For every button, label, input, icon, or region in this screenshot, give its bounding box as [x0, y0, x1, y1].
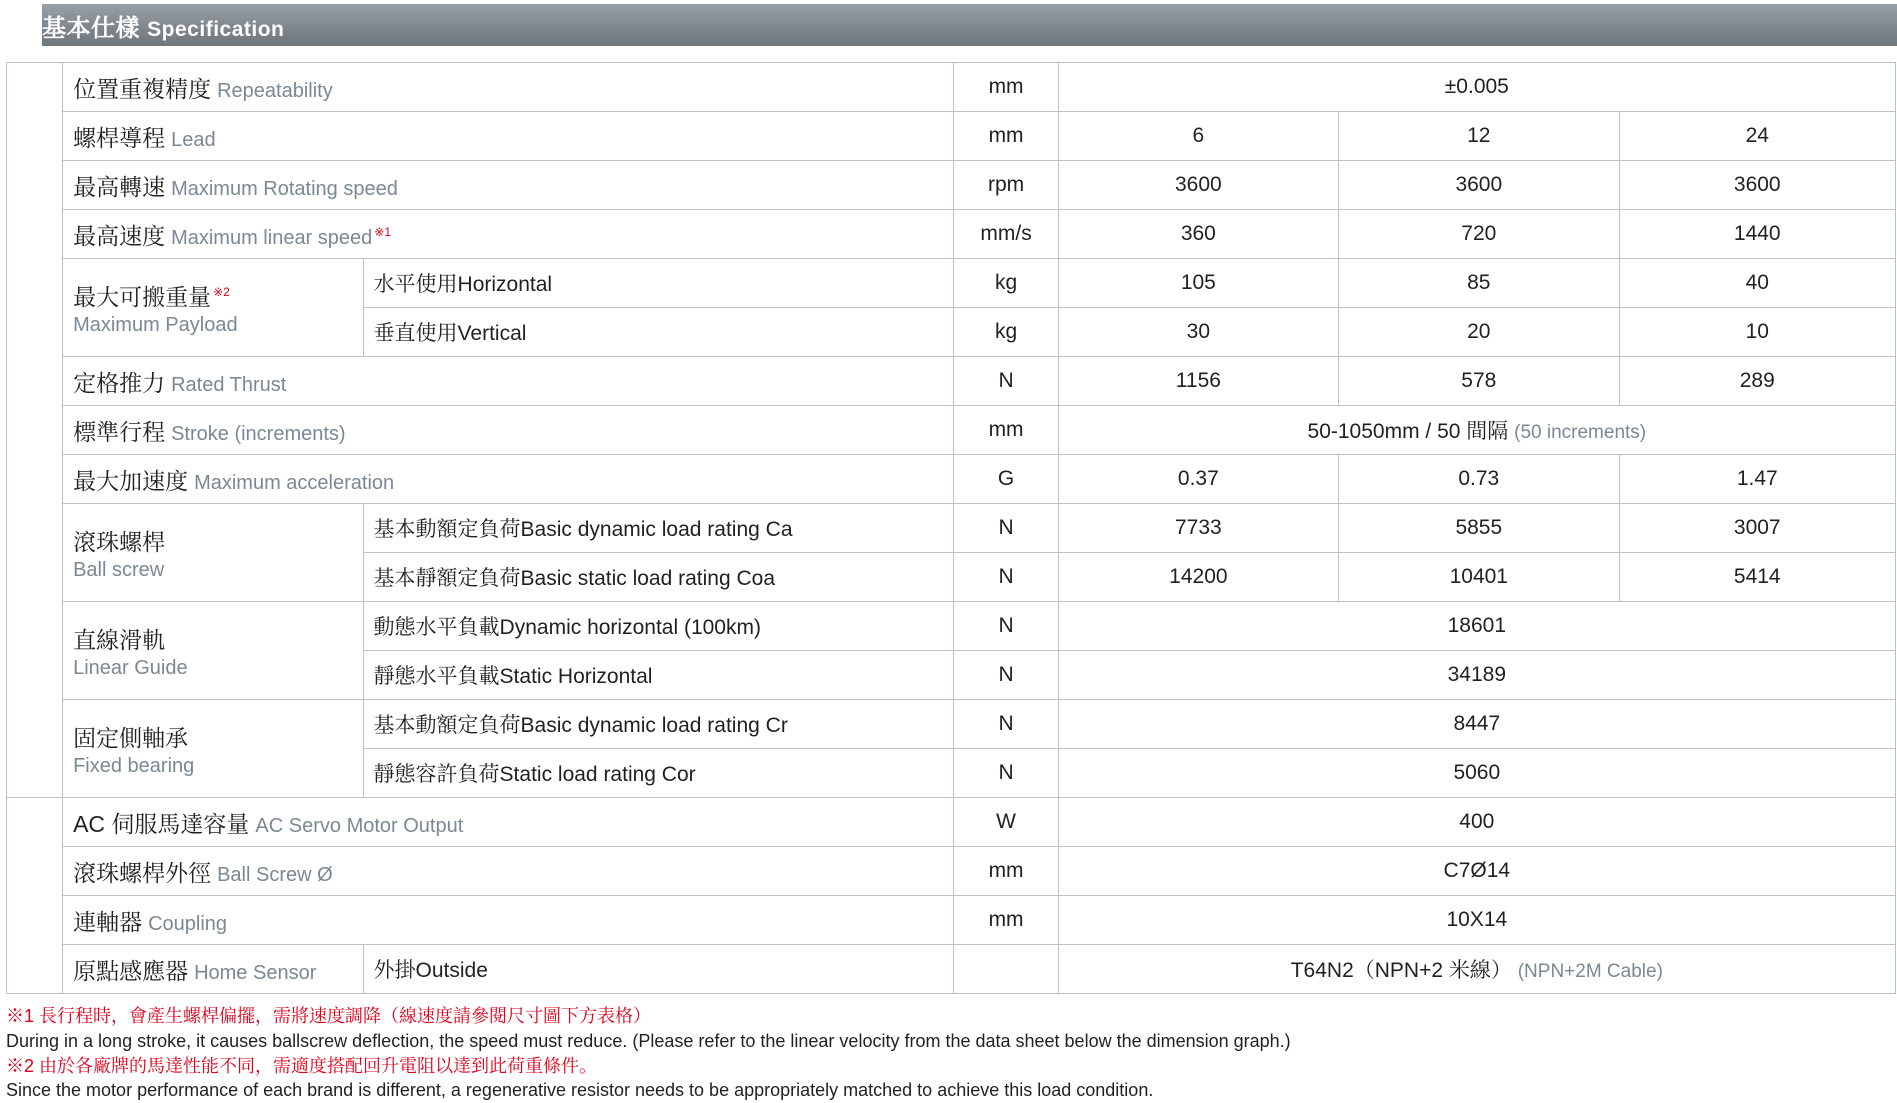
row-sublabel-cn: 基本動額定負荷 — [373, 518, 521, 541]
row-value: 85 — [1339, 259, 1619, 308]
row-sublabel-en: Horizontal — [457, 273, 553, 296]
footnote-2-en: Since the motor performance of each brand is different, a regenerative resistor needs to be appropriately matched to achieve this load condition. — [6, 1080, 1154, 1101]
row-sublabel-en: Vertical — [457, 322, 527, 345]
table-row — [7, 945, 1896, 994]
row-value: 5414 — [1619, 553, 1895, 602]
row-label-cn: 螺桿導程 — [73, 124, 166, 151]
row-sublabel-horizontal — [363, 259, 954, 308]
footnote-2-cn: ※2 由於各廠牌的馬達性能不同，需適度搭配回升電阻以達到此荷重條件。 — [6, 1055, 598, 1076]
row-label-max-payload — [63, 259, 363, 357]
row-label-en: Maximum acceleration — [194, 471, 395, 494]
row-sublabel-cn: 動態水平負載 — [373, 616, 500, 639]
row-value: 12 — [1339, 112, 1619, 161]
row-label-ac-servo-motor-output — [63, 798, 954, 847]
row-label-en: Linear Guide — [73, 656, 188, 679]
table-row — [7, 259, 1896, 308]
row-label-cn: 最大加速度 — [73, 467, 189, 494]
row-sublabel-en: Dynamic horizontal (100km) — [499, 616, 761, 639]
row-sublabel-basic-dynamic-cr — [363, 700, 954, 749]
table-row — [7, 112, 1896, 161]
row-value-home-sensor — [1058, 945, 1895, 994]
row-sublabel-en: Outside — [415, 959, 488, 982]
table-row — [7, 847, 1896, 896]
row-sublabel-static-cor — [363, 749, 954, 798]
row-sublabel-vertical — [363, 308, 954, 357]
row-label-cn: 最高轉速 — [73, 173, 166, 200]
row-value: 5060 — [1058, 749, 1895, 798]
table-row — [7, 406, 1896, 455]
row-label-fixed-bearing — [63, 700, 363, 798]
row-label-cn: 連軸器 — [73, 908, 143, 935]
row-label-cn: 標準行程 — [73, 418, 166, 445]
row-sublabel-en: Static load rating Cor — [499, 763, 696, 786]
row-unit: N — [954, 357, 1058, 406]
page-title-en: Specification — [147, 17, 285, 41]
row-value: 3600 — [1339, 161, 1619, 210]
row-value: C7Ø14 — [1058, 847, 1895, 896]
row-unit: mm/s — [954, 210, 1058, 259]
row-unit: N — [954, 749, 1058, 798]
row-label-en: Maximum linear speed — [171, 226, 373, 249]
group-label-parts-text: 部品 — [16, 848, 60, 937]
row-label-ball-screw — [63, 504, 363, 602]
row-sublabel-cn: 靜態容許負荷 — [373, 763, 500, 786]
table-row — [7, 504, 1896, 553]
group-label-performance — [7, 63, 63, 798]
footnote-1-en: During in a long stroke, it causes ballscrew deflection, the speed must reduce. (Please refer to the linear velocity from the data sheet below the dimension graph.) — [6, 1030, 1291, 1051]
row-sublabel-en: Basic dynamic load rating Ca — [520, 518, 793, 541]
table-row — [7, 210, 1896, 259]
row-value: 3600 — [1619, 161, 1895, 210]
row-value: ±0.005 — [1058, 63, 1895, 112]
row-label-max-acceleration — [63, 455, 954, 504]
row-label-coupling — [63, 896, 954, 945]
footnotes — [6, 1004, 1897, 1103]
page-title-cn: 基本仕樣 — [42, 14, 140, 42]
title-bar-left-accent — [0, 4, 42, 46]
specification-page — [0, 4, 1897, 1101]
row-label-en: Stroke (increments) — [171, 422, 346, 445]
row-label-home-sensor — [63, 945, 363, 994]
row-unit: N — [954, 504, 1058, 553]
row-label-en: Ball Screw Ø — [217, 863, 333, 886]
row-label-cn: 位置重複精度 — [73, 75, 212, 102]
specification-table — [6, 62, 1896, 994]
row-sublabel-cn: 靜態水平負載 — [373, 665, 500, 688]
row-unit: W — [954, 798, 1058, 847]
row-value: 40 — [1619, 259, 1895, 308]
row-value: 105 — [1058, 259, 1338, 308]
row-label-cn: 最高速度 — [73, 222, 166, 249]
table-row — [7, 700, 1896, 749]
row-label-en: Home Sensor — [194, 961, 317, 984]
row-unit: mm — [954, 406, 1058, 455]
page-title — [42, 8, 284, 43]
row-sublabel-outside — [363, 945, 954, 994]
row-value: 24 — [1619, 112, 1895, 161]
row-sublabel-en: Basic static load rating Coa — [520, 567, 776, 590]
row-label-lead — [63, 112, 954, 161]
row-sublabel-en: Static Horizontal — [499, 665, 653, 688]
row-value: 7733 — [1058, 504, 1338, 553]
row-value: 720 — [1339, 210, 1619, 259]
row-value: 1.47 — [1619, 455, 1895, 504]
row-value: 360 — [1058, 210, 1338, 259]
row-value-stroke — [1058, 406, 1895, 455]
row-value: 578 — [1339, 357, 1619, 406]
row-unit: mm — [954, 112, 1058, 161]
row-unit: kg — [954, 259, 1058, 308]
row-value-note: (50 increments) — [1514, 422, 1647, 443]
row-label-linear-guide — [63, 602, 363, 700]
row-sublabel-cn: 垂直使用 — [373, 322, 458, 345]
row-label-en: Maximum Payload — [73, 313, 238, 336]
row-sublabel-cn: 基本靜額定負荷 — [373, 567, 521, 590]
row-value: 3600 — [1058, 161, 1338, 210]
row-value-note: (NPN+2M Cable) — [1517, 961, 1663, 982]
row-label-cn: 定格推力 — [73, 369, 166, 396]
row-value: 50-1050mm / 50 間隔 — [1307, 420, 1509, 443]
row-label-en: Repeatability — [217, 79, 333, 102]
row-label-en: Ball screw — [73, 558, 165, 581]
row-label-en: Lead — [171, 128, 216, 151]
table-row — [7, 798, 1896, 847]
row-label-stroke — [63, 406, 954, 455]
row-unit: mm — [954, 63, 1058, 112]
row-value: 1156 — [1058, 357, 1338, 406]
row-label-repeatability — [63, 63, 954, 112]
row-label-ball-screw-diameter — [63, 847, 954, 896]
row-value: 14200 — [1058, 553, 1338, 602]
row-value: 10X14 — [1058, 896, 1895, 945]
row-unit: mm — [954, 896, 1058, 945]
row-label-max-rotating-speed — [63, 161, 954, 210]
table-row — [7, 357, 1896, 406]
row-value: 10 — [1619, 308, 1895, 357]
row-sublabel-cn: 基本動額定負荷 — [373, 714, 521, 737]
group-label-performance-text: 性能 — [16, 383, 60, 471]
row-label-max-linear-speed — [63, 210, 954, 259]
group-label-parts — [7, 798, 63, 994]
row-sublabel-cn: 外掛 — [373, 959, 416, 982]
row-unit: N — [954, 700, 1058, 749]
row-label-cn: 固定側軸承 — [73, 724, 189, 751]
row-label-cn: 直線滑軌 — [73, 626, 166, 653]
row-sublabel-basic-dynamic-ca — [363, 504, 954, 553]
row-label-cn: AC 伺服馬達容量 — [73, 810, 250, 837]
row-value: 8447 — [1058, 700, 1895, 749]
row-value: 6 — [1058, 112, 1338, 161]
row-value: 30 — [1058, 308, 1338, 357]
table-row — [7, 896, 1896, 945]
table-row — [7, 63, 1896, 112]
row-sublabel-basic-static-coa — [363, 553, 954, 602]
row-label-en: Rated Thrust — [171, 373, 287, 396]
row-value: 0.73 — [1339, 455, 1619, 504]
row-unit: N — [954, 553, 1058, 602]
row-label-rated-thrust — [63, 357, 954, 406]
row-label-en: Coupling — [148, 912, 228, 935]
row-value: 3007 — [1619, 504, 1895, 553]
row-value: T64N2（NPN+2 米線） — [1290, 959, 1512, 982]
row-unit: rpm — [954, 161, 1058, 210]
row-sublabel-dynamic-horizontal — [363, 602, 954, 651]
row-sublabel-en: Basic dynamic load rating Cr — [520, 714, 788, 737]
footnote-marker: ※1 — [374, 224, 392, 239]
row-unit: N — [954, 651, 1058, 700]
row-value: 34189 — [1058, 651, 1895, 700]
row-label-cn: 滾珠螺桿外徑 — [73, 859, 212, 886]
row-value: 5855 — [1339, 504, 1619, 553]
row-value: 1440 — [1619, 210, 1895, 259]
row-unit: mm — [954, 847, 1058, 896]
row-unit: G — [954, 455, 1058, 504]
row-unit: N — [954, 602, 1058, 651]
row-value: 10401 — [1339, 553, 1619, 602]
row-label-cn: 最大可搬重量 $^{※2}$ — [73, 283, 230, 310]
footnote-1-cn: ※1 長行程時，會產生螺桿偏擺，需將速度調降（線速度請參閱尺寸圖下方表格） — [6, 1006, 652, 1026]
row-value: 400 — [1058, 798, 1895, 847]
row-value: 0.37 — [1058, 455, 1338, 504]
row-unit: kg — [954, 308, 1058, 357]
footnote-marker: ※2 — [213, 284, 230, 299]
row-label-en: AC Servo Motor Output — [255, 814, 464, 837]
row-value: 20 — [1339, 308, 1619, 357]
row-label-cn: 原點感應器 — [73, 957, 189, 984]
table-row — [7, 161, 1896, 210]
row-unit — [954, 945, 1058, 994]
row-sublabel-static-horizontal — [363, 651, 954, 700]
row-label-en: Maximum Rotating speed — [171, 177, 398, 200]
section-title-bar — [0, 4, 1897, 46]
table-row — [7, 602, 1896, 651]
row-value: 18601 — [1058, 602, 1895, 651]
row-label-cn: 滾珠螺桿 — [73, 528, 166, 555]
table-row — [7, 455, 1896, 504]
row-sublabel-cn: 水平使用 — [373, 273, 458, 296]
row-value: 289 — [1619, 357, 1895, 406]
row-label-en: Fixed bearing — [73, 754, 195, 777]
